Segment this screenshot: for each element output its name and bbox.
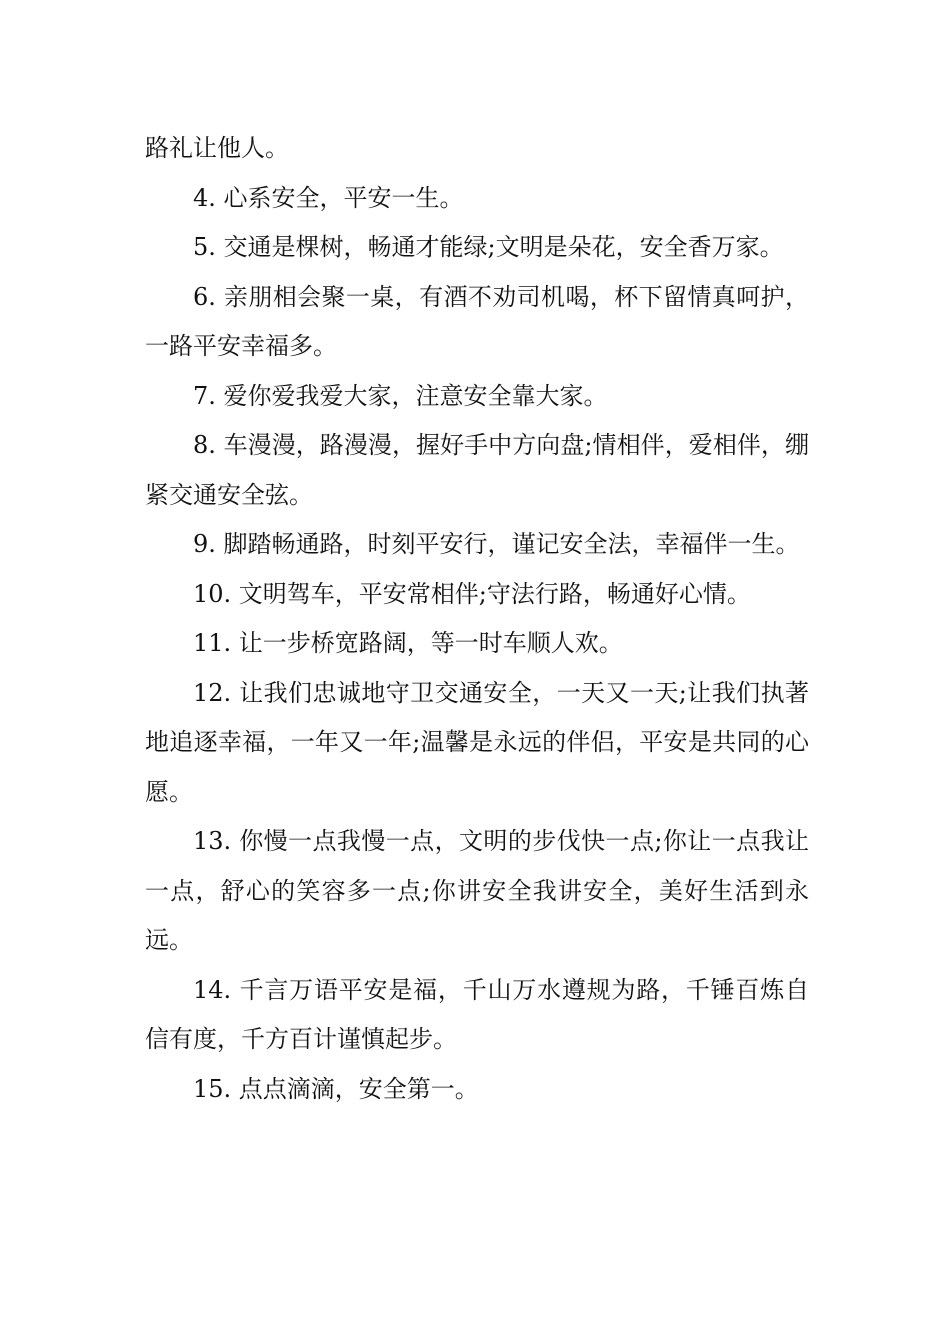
slogan-8: 8. 车漫漫，路漫漫，握好手中方向盘;情相伴，爱相伴，绷紧交通安全弦。 (145, 431, 809, 509)
slogan-13: 13. 你慢一点我慢一点，文明的步伐快一点;你让一点我让一点，舒心的笑容多一点;你讲安全我讲安全，美好生活到永远。 (145, 827, 809, 954)
paragraph-continued: 路礼让他人。 (145, 134, 289, 162)
slogan-7: 7. 爱你爱我爱大家，注意安全靠大家。 (193, 381, 608, 410)
slogan-4: 4. 心系安全，平安一生。 (193, 183, 464, 212)
slogan-12: 12. 让我们忠诚地守卫交通安全，一天又一天;让我们执著地追逐幸福，一年又一年;温馨是永远的伴侣，平安是共同的心愿。 (145, 678, 809, 806)
slogan-10: 10. 文明驾车，平安常相伴;守法行路，畅通好心情。 (193, 579, 751, 608)
slogan-15: 15. 点点滴滴，安全第一。 (193, 1074, 479, 1103)
slogan-6: 6. 亲朋相会聚一桌，有酒不劝司机喝，杯下留情真呵护，一路平安幸福多。 (145, 282, 809, 360)
slogan-9: 9. 脚踏畅通路，时刻平安行，谨记安全法，幸福伴一生。 (193, 530, 800, 558)
slogan-14: 14. 千言万语平安是福，千山万水遵规为路，千锤百炼自信有度，千方百计谨慎起步。 (145, 975, 809, 1053)
document-body (145, 124, 809, 1114)
slogan-11: 11. 让一步桥宽路阔，等一时车顺人欢。 (193, 629, 623, 657)
slogan-5: 5. 交通是棵树，畅通才能绿;文明是朵花，安全香万家。 (193, 233, 784, 261)
